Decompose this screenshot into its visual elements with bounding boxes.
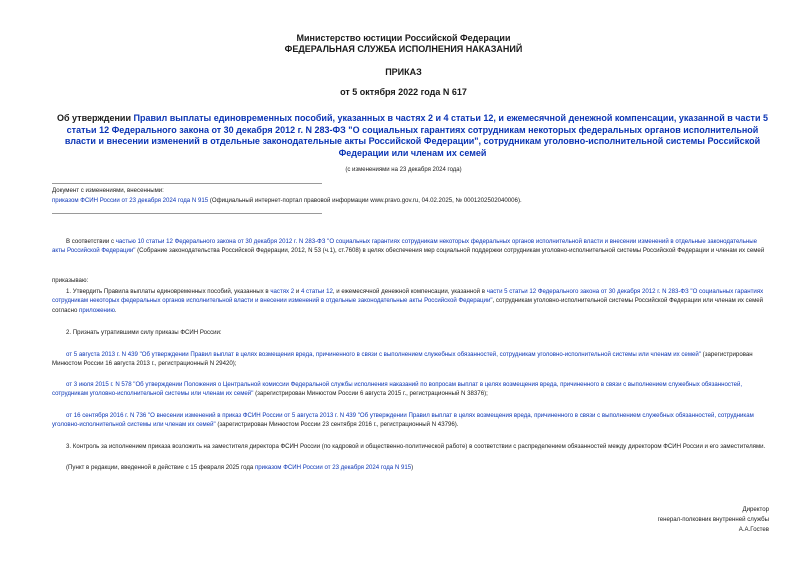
repealed-order-1-registration: (зарегистрирован Минюстом России 16 августа 2013 г., регистрационный N 29420); — [52, 351, 753, 368]
edition-note: (с изменениями на 23 декабря 2024 года) — [345, 167, 462, 173]
divider-bottom — [52, 213, 322, 214]
amendments-line — [52, 196, 772, 205]
item3-note-order-link[interactable]: приказом ФСИН России от 23 декабря 2024 года N 915 — [254, 464, 412, 471]
repealed-order-3-registration: (зарегистрирован Минюстом России 23 сентября 2016 г., регистрационный N 43796). — [215, 421, 459, 429]
item1-text-2: и — [294, 288, 301, 295]
preamble — [52, 237, 770, 256]
repealed-order-3 — [52, 411, 770, 430]
doc-type: ПРИКАЗ — [385, 67, 422, 77]
amendment-order-link[interactable]: приказом ФСИН России от 23 декабря 2024 года N 915 — [52, 197, 209, 204]
doc-date-number: от 5 октября 2022 года N 617 — [340, 87, 467, 97]
item-3: 3. Контроль за исполнением приказа возложить на заместителя директора ФСИН России (по кадровой и общественно-политической работе) в соответствии с распределением обязанностей между директором ФСИН России и его заместителями. — [66, 443, 766, 450]
repealed-order-2 — [52, 380, 770, 399]
signature-rank: генерал-полковник внутренней службы — [657, 516, 769, 523]
repealed-order-1-link[interactable]: от 5 августа 2013 г. N 439 "Об утверждении Правил выплат в целях возмещения вреда, причиненного в связи с выполнением служебных обязанностей, сотрудникам уголовно-исполнительной системы или членам их семей" — [66, 351, 701, 358]
title-prefix: Об утверждении — [57, 113, 134, 123]
item-2: 2. Признать утратившими силу приказы ФСИН России: — [66, 329, 222, 336]
item1-part5-link[interactable]: части 5 статьи 12 Федерального закона от 30 декабря 2012 г. N 283-ФЗ "О социальных гарантиях сотрудникам некоторых федеральных органов исполнительной власти и внесении изменений в отдельные законодательные акты Российской Федерации" — [52, 288, 764, 305]
preamble-law-link[interactable]: частью 10 статьи 12 Федерального закона от 30 декабря 2012 г. N 283-ФЗ "О социальных гарантиях сотрудникам некоторых федеральных органов исполнительной власти и внесении изменений в отдельные законодательные акты Российской Федерации" — [52, 238, 758, 255]
title-rules-link[interactable]: Правил выплаты единовременных пособий, указанных в частях 2 и 4 статьи 12, и ежемесячной денежной компенсации, указанной в части 5 статьи 12 Федерального закона от 30 декабря 2012 г. N 283-ФЗ "О социальных гарантиях сотрудникам некоторых федеральных органов исполнительной власти и внесении изменений в отдельные законодательные акты Российской Федерации", сотрудникам уголовно-исполнительной системы Российской Федерации или членам их семей — [64, 113, 768, 158]
item1-text-4: , сотрудникам уголовно-исполнительной системы Российской Федерации или членам их семей согласно — [52, 297, 764, 314]
repealed-order-1 — [52, 350, 770, 369]
amendment-publication: (Официальный интернет-портал правовой информации www.pravo.gov.ru, 04.02.2025, № 0001202502040006). — [208, 197, 522, 204]
preamble-text-2: (Собрание законодательства Российской Федерации, 2012, N 53 (ч.1), ст.7608) в целях обеспечения мер социальной поддержки сотрудникам уголовно-исполнительной системы Российской Федерации и членам их семей — [135, 247, 765, 255]
divider-top — [52, 183, 322, 184]
service-name: ФЕДЕРАЛЬНАЯ СЛУЖБА ИСПОЛНЕНИЯ НАКАЗАНИЙ — [284, 44, 523, 54]
item-1 — [52, 287, 770, 315]
item1-part4-link[interactable]: 4 статьи 12 — [300, 288, 333, 295]
ministry-name: Министерство юстиции Российской Федерации — [296, 33, 511, 43]
signature-name: А.А.Гостев — [738, 526, 769, 533]
item1-text-1: 1. Утвердить Правила выплаты единовременных пособий, указанных в — [66, 288, 271, 295]
preamble-text-1: В соответствии с — [66, 238, 116, 245]
doc-title — [50, 113, 775, 159]
repealed-order-2-registration: (зарегистрирован Минюстом России 6 августа 2015 г., регистрационный N 38376); — [253, 390, 488, 398]
order-word: приказываю: — [52, 277, 89, 284]
amendments-heading: Документ с изменениями, внесенными: — [52, 187, 164, 194]
item1-part2-link[interactable]: частях 2 — [270, 288, 295, 295]
item3-note-text-2: ) — [411, 464, 414, 471]
item3-note-text-1: (Пункт в редакции, введенной в действие с 15 февраля 2025 года — [66, 464, 255, 471]
item-3-note — [52, 463, 770, 472]
signature-position: Директор — [742, 506, 769, 513]
item1-appendix-link[interactable]: приложению — [79, 306, 115, 314]
item1-text-3: , и ежемесячной денежной компенсации, указанной в — [332, 288, 487, 295]
repealed-order-2-link[interactable]: от 3 июля 2015 г. N 578 "Об утверждении Положения о Центральной комиссии Федеральной службы исполнения наказаний по вопросам выплат в целях возмещения вреда, причиненного в связи с выполнением служебных обязанностей, сотрудникам уголовно-исполнительной системы или членам их семей" — [52, 381, 743, 398]
repealed-order-3-link[interactable]: от 16 сентября 2016 г. N 736 "О внесении изменений в приказ ФСИН России от 5 августа 2013 г. N 439 "Об утверждении Правил выплат в целях возмещения вреда, причиненного в связи с выполнением служебных обязанностей, сотрудникам уголовно-исполнительной системы или членам их семей" — [52, 412, 754, 429]
item1-text-5: . — [114, 306, 117, 314]
